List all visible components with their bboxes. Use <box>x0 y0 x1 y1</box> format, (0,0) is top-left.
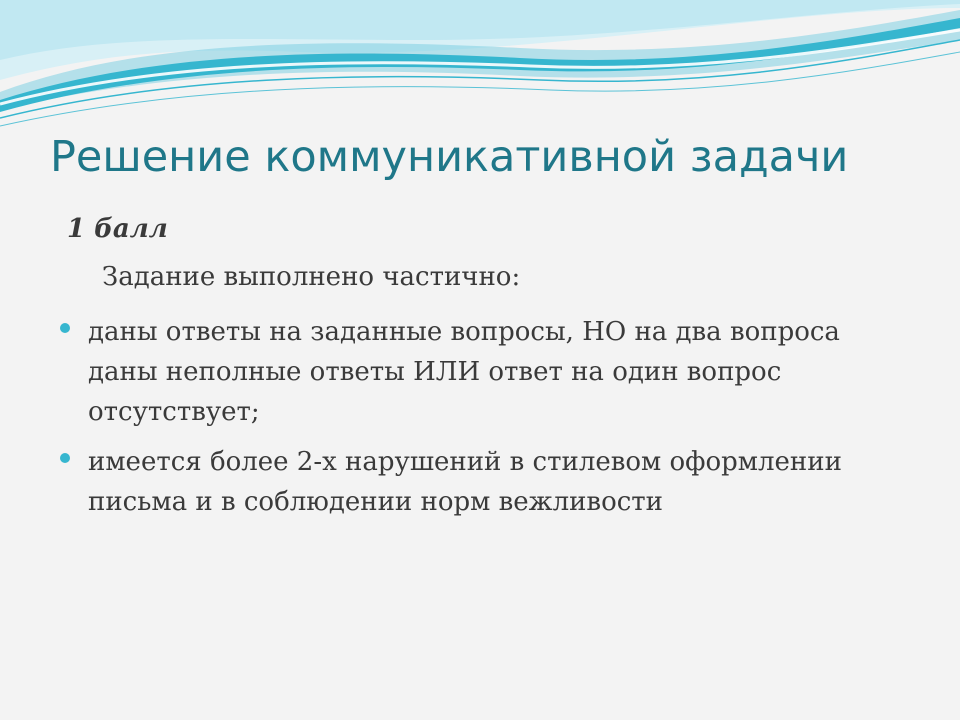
criteria-list <box>58 312 898 532</box>
criteria-item-text: даны ответы на заданные вопросы, НО на два вопроса даны неполные ответы ИЛИ ответ на один вопрос отсутствует; <box>88 317 840 427</box>
slide-title: Решение коммуникативной задачи <box>50 132 849 182</box>
criteria-item-text: имеется более 2-х нарушений в стилевом оформлении письма и в соблюдении норм вежливости <box>88 447 842 517</box>
bullet-dot-icon <box>60 323 70 333</box>
wave-header-decoration <box>0 0 960 130</box>
criteria-item <box>58 442 898 522</box>
task-status-text: Задание выполнено частично: <box>102 262 521 292</box>
criteria-item <box>58 312 898 432</box>
bullet-dot-icon <box>60 453 70 463</box>
score-label: 1 балл <box>67 214 168 244</box>
